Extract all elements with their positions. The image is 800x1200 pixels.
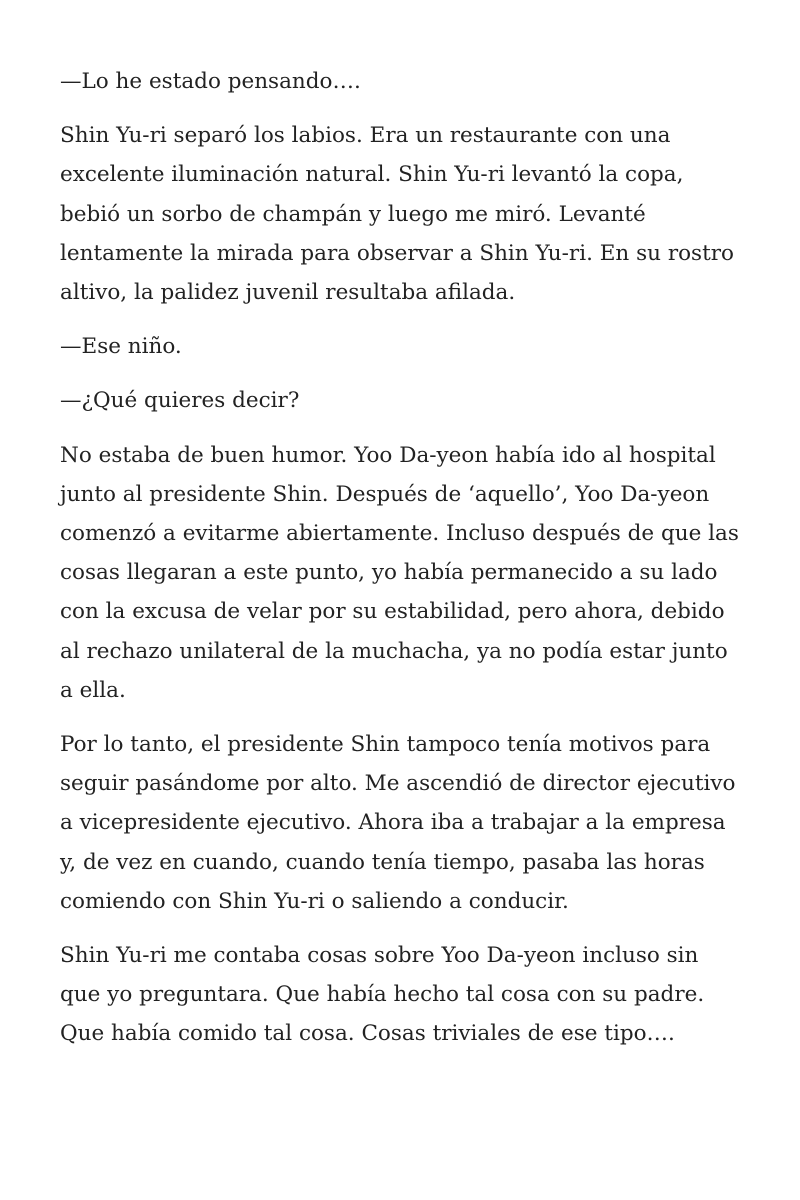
- paragraph: —Lo he estado pensando….: [60, 69, 361, 94]
- paragraph: Por lo tanto, el presidente Shin tampoco tenía motivos para seguir pasándome por alto. Me ascendió de director ejecutivo a vicepresidente ejecutivo. Ahora iba a trabajar a la empresa y, de vez en cuando, cuando tenía tiempo, pasaba las horas comiendo con Shin Yu-ri o saliendo a conducir.: [60, 732, 736, 914]
- paragraph: Shin Yu-ri separó los labios. Era un restaurante con una excelente iluminación natural. Shin Yu-ri levantó la copa, bebió un sorbo de champán y luego me miró. Levanté lentamente la mirada para observar a Shin Yu-ri. En su rostro altivo, la palidez juvenil resultaba afilada.: [60, 123, 734, 306]
- paragraph: No estaba de buen humor. Yoo Da-yeon había ido al hospital junto al presidente Shin. Después de ‘aquello’, Yoo Da-yeon comenzó a evitarme abiertamente. Incluso después de que las cosas llegaran a este punto, yo había permanecido a su lado con la excusa de velar por su estabilidad, pero ahora, debido al rechazo unilateral de la muchacha, ya no podía estar junto a ella.: [60, 442, 739, 703]
- paragraph: Shin Yu-ri me contaba cosas sobre Yoo Da-yeon incluso sin que yo preguntara. Que había hecho tal cosa con su padre. Que había comido tal cosa. Cosas triviales de ese tipo….: [60, 943, 705, 1047]
- paragraph: —Ese niño.: [60, 334, 182, 360]
- paragraph: —¿Qué quieres decir?: [60, 388, 300, 414]
